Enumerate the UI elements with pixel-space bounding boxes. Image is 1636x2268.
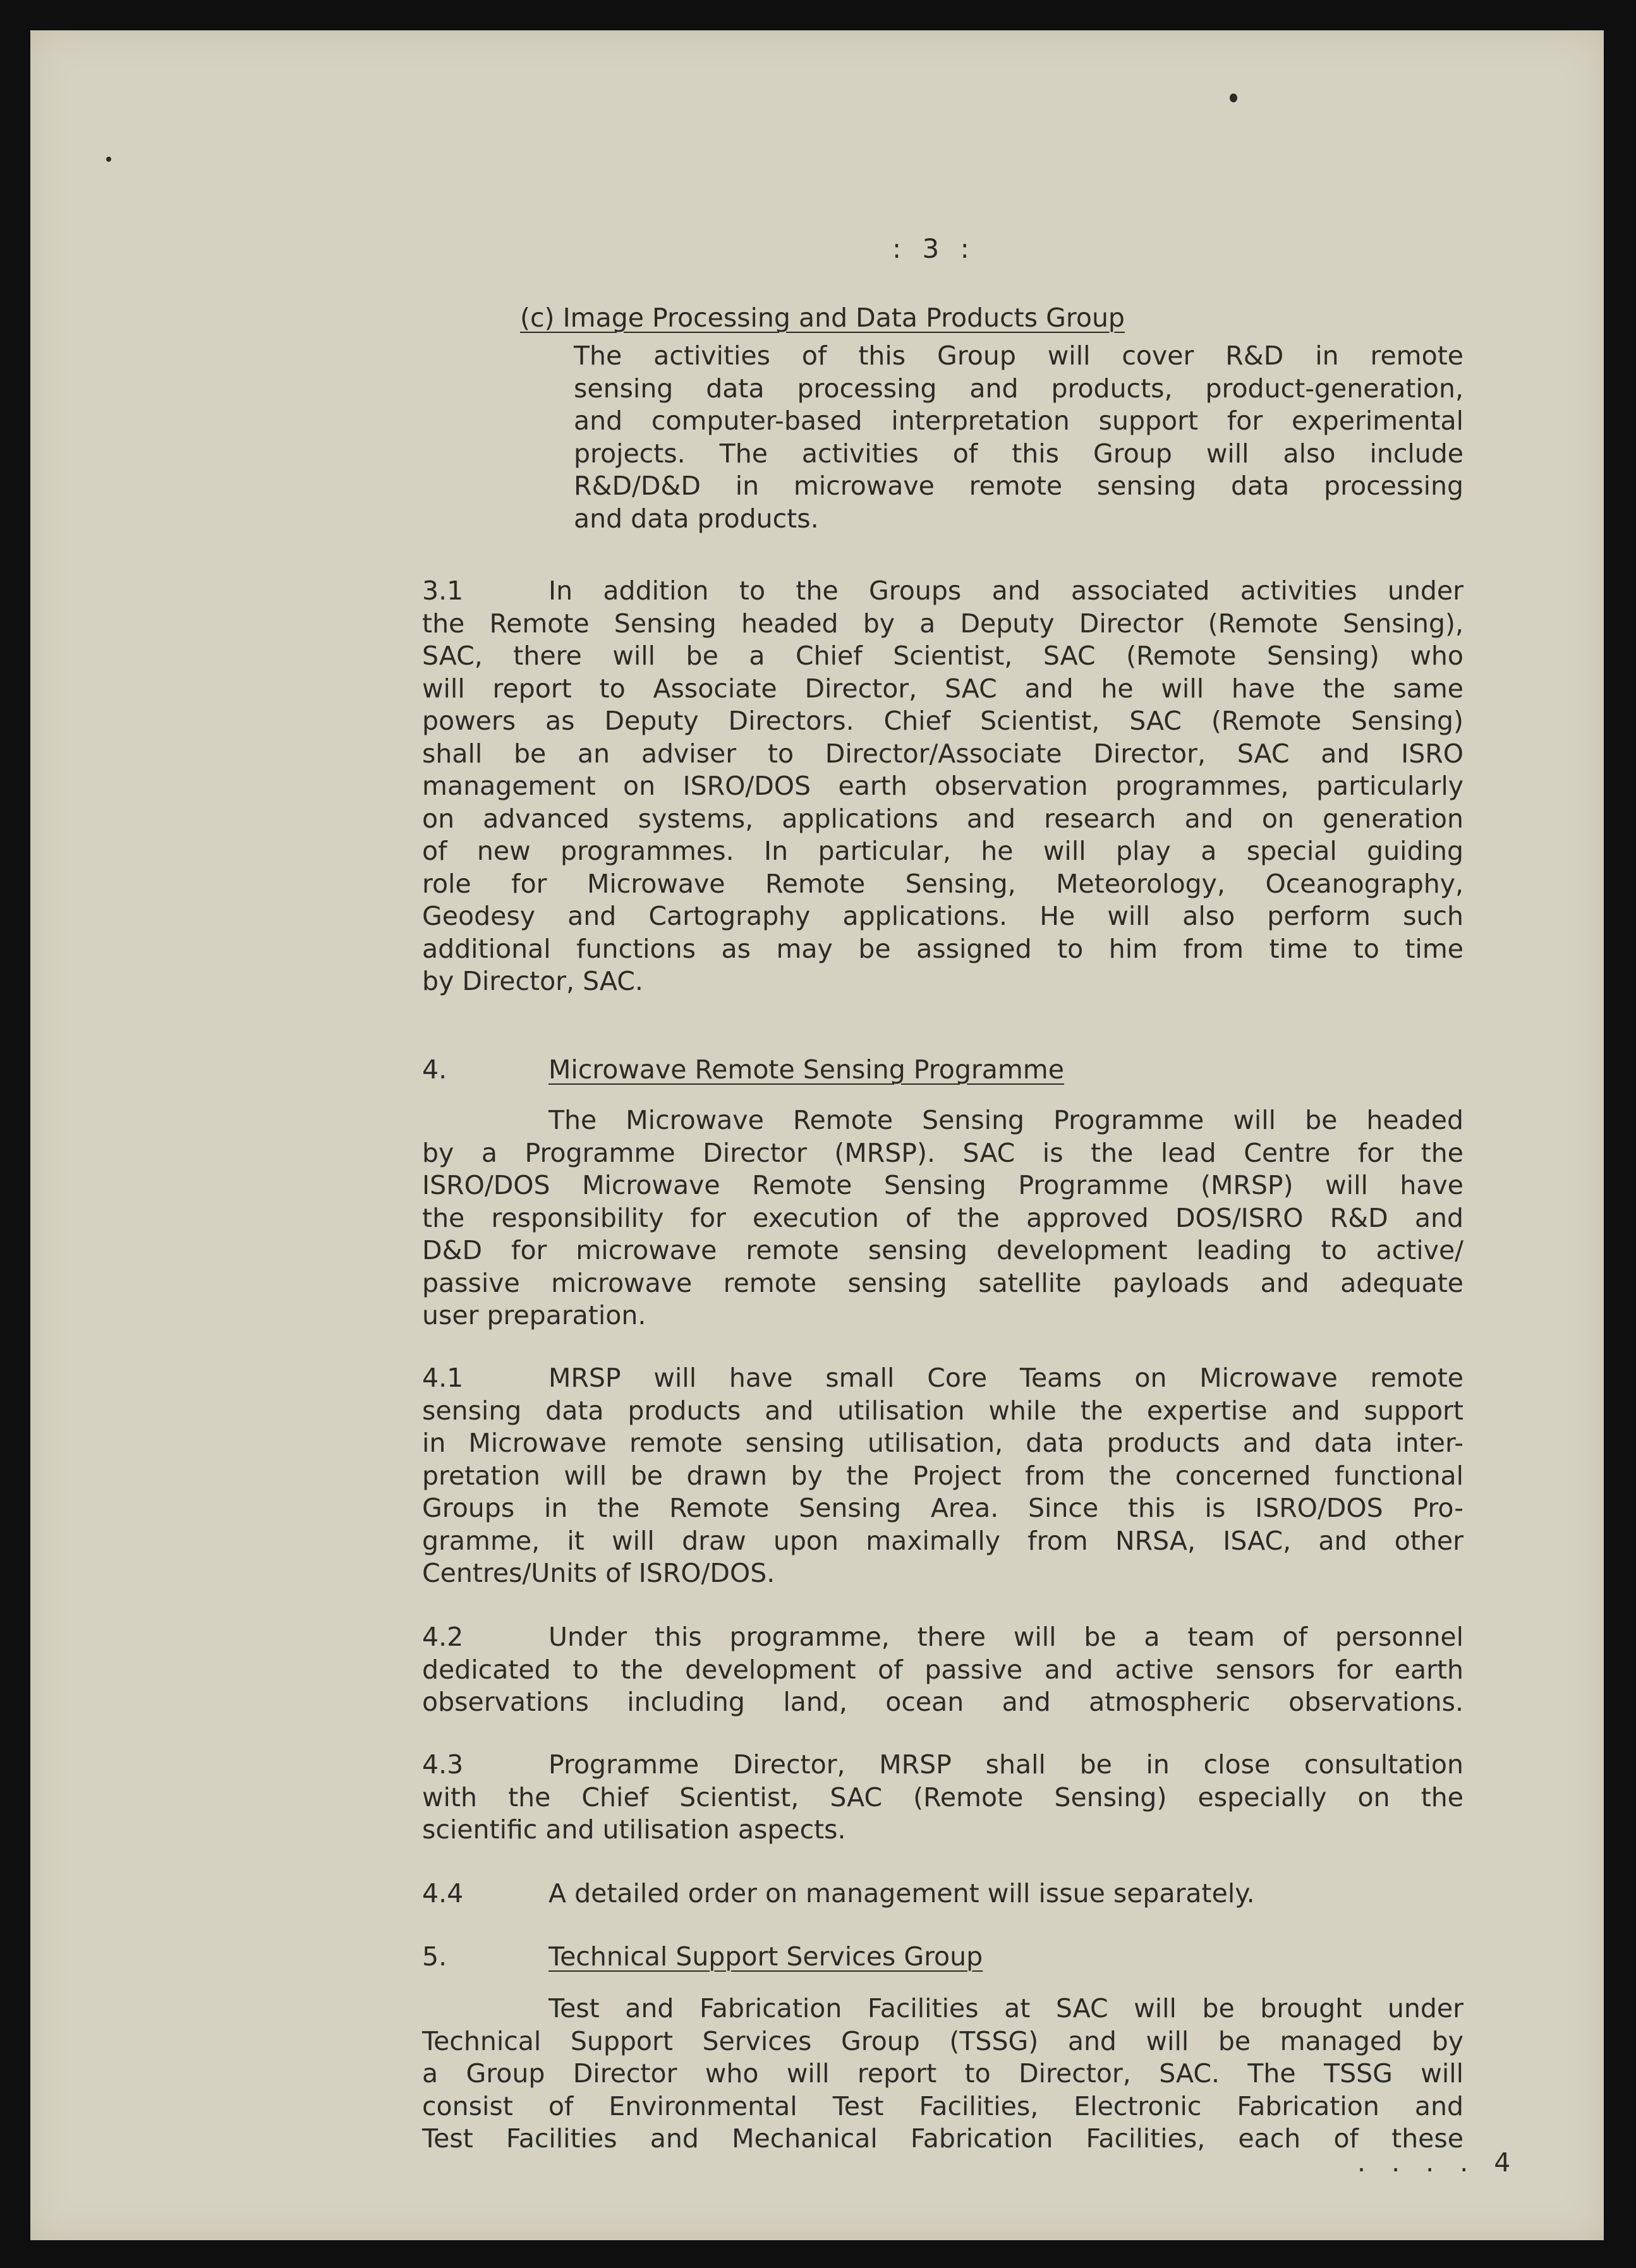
para-4-2-body bbox=[422, 1621, 1463, 1719]
document-page bbox=[30, 30, 1604, 2240]
para-4-3-body bbox=[422, 1749, 1463, 1847]
section-number: 4. bbox=[422, 1054, 447, 1085]
text-line: the Remote Sensing headed by a Deputy Director (Remote Sensing), bbox=[422, 608, 1463, 639]
ink-spot bbox=[1230, 93, 1237, 102]
text-line: by Director, SAC. bbox=[422, 966, 643, 996]
text-line: dedicated to the development of passive and active sensors for earth bbox=[422, 1654, 1463, 1685]
text-line: user preparation. bbox=[422, 1300, 646, 1330]
text-line: with the Chief Scientist, SAC (Remote Sensing) especially on the bbox=[422, 1782, 1463, 1813]
text-line: The Microwave Remote Sensing Programme will be headed bbox=[548, 1105, 1463, 1135]
para-number: 4.3 bbox=[422, 1749, 464, 1780]
text-line: additional functions as may be assigned to him from time to time bbox=[422, 933, 1463, 964]
text-line: Groups in the Remote Sensing Area. Since this is ISRO/DOS Pro- bbox=[422, 1493, 1463, 1523]
text-line: sensing data products and utilisation while the expertise and support bbox=[422, 1395, 1463, 1426]
text-line: D&D for microwave remote sensing development leading to active/ bbox=[422, 1235, 1463, 1265]
text-line: by a Programme Director (MRSP). SAC is the lead Centre for the bbox=[422, 1137, 1463, 1168]
text-line: Geodesy and Cartography applications. He will also perform such bbox=[422, 901, 1463, 931]
section-c-heading: (c) Image Processing and Data Products Group bbox=[520, 303, 1125, 333]
continuation-marker: . . . . 4 bbox=[1357, 2147, 1520, 2178]
text-line: Centres/Units of ISRO/DOS. bbox=[422, 1558, 775, 1588]
text-line: MRSP will have small Core Teams on Microwave remote bbox=[548, 1363, 1463, 1393]
text-line: gramme, it will draw upon maximally from NRSA, ISAC, and other bbox=[422, 1525, 1463, 1556]
text-line: in Microwave remote sensing utilisation, data products and data inter- bbox=[422, 1428, 1463, 1458]
text-line: scientific and utilisation aspects. bbox=[422, 1814, 846, 1845]
text-line: projects. The activities of this Group will also include bbox=[574, 438, 1463, 469]
text-line: consist of Environmental Test Facilities, Electronic Fabrication and bbox=[422, 2090, 1463, 2121]
text-line: role for Microwave Remote Sensing, Meteorology, Oceanography, bbox=[422, 868, 1463, 899]
para-3-1-body bbox=[422, 575, 1463, 998]
para-4-1-body bbox=[422, 1362, 1463, 1590]
text-line: the responsibility for execution of the approved DOS/ISRO R&D and bbox=[422, 1202, 1463, 1233]
para-number: 3.1 bbox=[422, 576, 464, 606]
section-5-heading: Technical Support Services Group bbox=[548, 1941, 983, 1972]
section-c-body bbox=[574, 340, 1463, 535]
text-line: Programme Director, MRSP shall be in close consultation bbox=[548, 1749, 1463, 1780]
para-number: 4.2 bbox=[422, 1622, 464, 1652]
ink-spot bbox=[106, 157, 111, 162]
section-number: 5. bbox=[422, 1941, 447, 1972]
text-line: passive microwave remote sensing satellite payloads and adequate bbox=[422, 1267, 1463, 1298]
text-line: powers as Deputy Directors. Chief Scientist, SAC (Remote Sensing) bbox=[422, 706, 1463, 736]
text-line: SAC, there will be a Chief Scientist, SAC (Remote Sensing) who bbox=[422, 641, 1463, 671]
text-line: observations including land, ocean and atmospheric observations. bbox=[422, 1687, 1463, 1717]
para-number: 4.4 bbox=[422, 1878, 464, 1909]
text-line: In addition to the Groups and associated activities under bbox=[548, 576, 1463, 606]
section-4-body bbox=[422, 1104, 1463, 1332]
text-line: Under this programme, there will be a team of personnel bbox=[548, 1622, 1463, 1652]
text-line: and computer-based interpretation support for experimental bbox=[574, 406, 1463, 436]
text-line: Test Facilities and Mechanical Fabrication Facilities, each of these bbox=[422, 2123, 1463, 2154]
text-line: will report to Associate Director, SAC and he will have the same bbox=[422, 673, 1463, 704]
page-number: : 3 : bbox=[892, 233, 976, 264]
section-5-body bbox=[422, 1993, 1463, 2156]
text-line: shall be an adviser to Director/Associate Director, SAC and ISRO bbox=[422, 738, 1463, 769]
text-line: of new programmes. In particular, he will play a special guiding bbox=[422, 836, 1463, 866]
para-4-4-text: A detailed order on management will issue separately. bbox=[548, 1878, 1255, 1909]
text-line: Technical Support Services Group (TSSG) and will be managed by bbox=[422, 2025, 1463, 2056]
text-line: ISRO/DOS Microwave Remote Sensing Programme (MRSP) will have bbox=[422, 1170, 1463, 1200]
text-line: a Group Director who will report to Director, SAC. The TSSG will bbox=[422, 2058, 1463, 2089]
text-line: and data products. bbox=[574, 503, 819, 534]
text-line: pretation will be drawn by the Project from the concerned functional bbox=[422, 1460, 1463, 1491]
text-line: on advanced systems, applications and research and on generation bbox=[422, 803, 1463, 834]
text-line: sensing data processing and products, product-generation, bbox=[574, 373, 1463, 404]
text-line: management on ISRO/DOS earth observation programmes, particularly bbox=[422, 771, 1463, 801]
para-number: 4.1 bbox=[422, 1363, 464, 1393]
text-line: The activities of this Group will cover R&D in remote bbox=[574, 341, 1463, 371]
section-4-heading: Microwave Remote Sensing Programme bbox=[548, 1054, 1064, 1085]
text-line: Test and Fabrication Facilities at SAC will be brought under bbox=[548, 1993, 1463, 2024]
text-line: R&D/D&D in microwave remote sensing data processing bbox=[574, 471, 1463, 501]
